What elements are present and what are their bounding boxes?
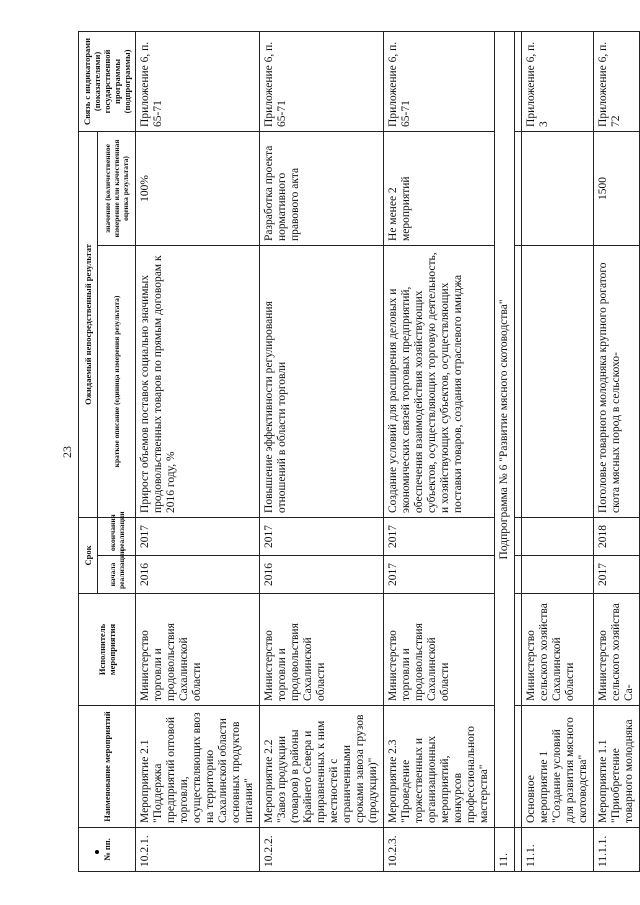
cell-end: 2017 (260, 517, 384, 555)
table-row (384, 31, 495, 871)
header-executor: Исполнитель мероприятия (79, 594, 136, 706)
cell-executor: Министерство сельского хозяйства Сахалинской области (522, 594, 594, 706)
cell-value: Не менее 2 мероприятий (384, 131, 495, 245)
cell-executor: Министерство торговли и продовольствия Сахалинской области (136, 594, 260, 706)
cell-start: 2016 (136, 556, 260, 594)
cell-start: 2016 (260, 556, 384, 594)
rotated-landscape-page (60, 32, 635, 872)
table-row (522, 31, 594, 871)
separator-row (515, 31, 522, 871)
cell-end: 2017 (136, 517, 260, 555)
cell-value (522, 131, 594, 245)
header-term: Срок (79, 517, 98, 593)
cell-name: Мероприятие 2.2 "Завоз продукции (товаров) в районы Крайнего Севера и приравненных к ним местностей с ограниченными сроками завоза грузов (продукции)" (260, 706, 384, 828)
header-term-end: окончания реализации (98, 517, 136, 555)
cell-name: Мероприятие 2.1 "Поддержка предприятий оптовой торговли, осуществляющих ввоз на территорию Сахалинской области основных продуктов питания" (136, 706, 260, 828)
activities-table (78, 31, 640, 872)
cell-end (522, 517, 594, 555)
cell-desc: Поголовье товарного молодняка крупного рогатого скота мясных пород в сельскохо- (594, 245, 640, 517)
header-term-start: начала реализации (98, 556, 136, 594)
header-row-1 (79, 31, 98, 871)
header-result: Ожидаемый непосредственный результат (79, 131, 98, 517)
header-name: Наименование мероприятий (79, 706, 136, 828)
header-result-value: значение (количественное измерение или качественная оценка результата) (98, 131, 136, 245)
cell-name: Мероприятие 2.3 "Проведение торжественных и организационных мероприятий, конкурсов профессионального мастерства" (384, 706, 495, 828)
subprogram-title: Подпрограмма № 6 "Развитие мясного скотоводства" (495, 31, 515, 827)
cell-desc: Повышение эффективности регулирования отношений в области торговли (260, 245, 384, 517)
cell-value: 1500 (594, 131, 640, 245)
cell-desc: Создание условий для расширения деловых и экономических связей торговых предприятий, обеспечения взаимодействия хозяйствующих субъектов, осуществляющих торговую деятельность, и хозяйствующих субъектов, осуществляющих поставки товаров, создания отраслевого имиджа (384, 245, 495, 517)
table-row (136, 31, 260, 871)
cell-end: 2018 (594, 517, 640, 555)
cell-executor: Министерство торговли и продовольствия Сахалинской области (384, 594, 495, 706)
cell-link: Приложение 6, п. 65-71 (384, 31, 495, 131)
cell-end: 2017 (384, 517, 495, 555)
cell-num: 10.2.2. (260, 828, 384, 872)
cell-num: 11.1.1. (594, 828, 640, 872)
cell-executor: Министерство сельского хозяйства Са- (594, 594, 640, 706)
cell-num: 10.2.3. (384, 828, 495, 872)
header-result-desc: краткое описание (единица измерения результата) (98, 245, 136, 517)
cell-desc: Прирост объемов поставок социально значимых продовольственных товаров по прямым договорам к 2016 году, % (136, 245, 260, 517)
cell-desc (522, 245, 594, 517)
header-num: № пп. (79, 828, 136, 872)
cell-link: Приложение 6, п. 3 (522, 31, 594, 131)
page-number: 23 (60, 446, 74, 458)
subprogram-row (495, 31, 515, 871)
cell-name: Основное мероприятие 1 "Создание условий для развития мясного скотоводства" (522, 706, 594, 828)
cell-start: 2017 (384, 556, 495, 594)
cell-link: Приложение 6, п. 65-71 (136, 31, 260, 131)
cell-name: Мероприятие 1.1 "Приобретение товарного молодняка (594, 706, 640, 828)
cell-num: 11.1. (522, 828, 594, 872)
header-link: Связь с индикаторами (показателями) государственной программы (подпрограммы) (79, 31, 136, 131)
cell-link: Приложение 6, п. 65-71 (260, 31, 384, 131)
table-row (260, 31, 384, 871)
cell-num: 10.2.1. (136, 828, 260, 872)
table-row (594, 31, 640, 871)
cell-start (522, 556, 594, 594)
cell-start: 2017 (594, 556, 640, 594)
cell-executor: Министерство торговли и продовольствия Сахалинской области (260, 594, 384, 706)
cell-value: Разработка проекта нормативного правового акта (260, 131, 384, 245)
cell-link: Приложение 6, п. 72 (594, 31, 640, 131)
cell-value: 100% (136, 131, 260, 245)
subprogram-num: 11. (495, 828, 515, 872)
